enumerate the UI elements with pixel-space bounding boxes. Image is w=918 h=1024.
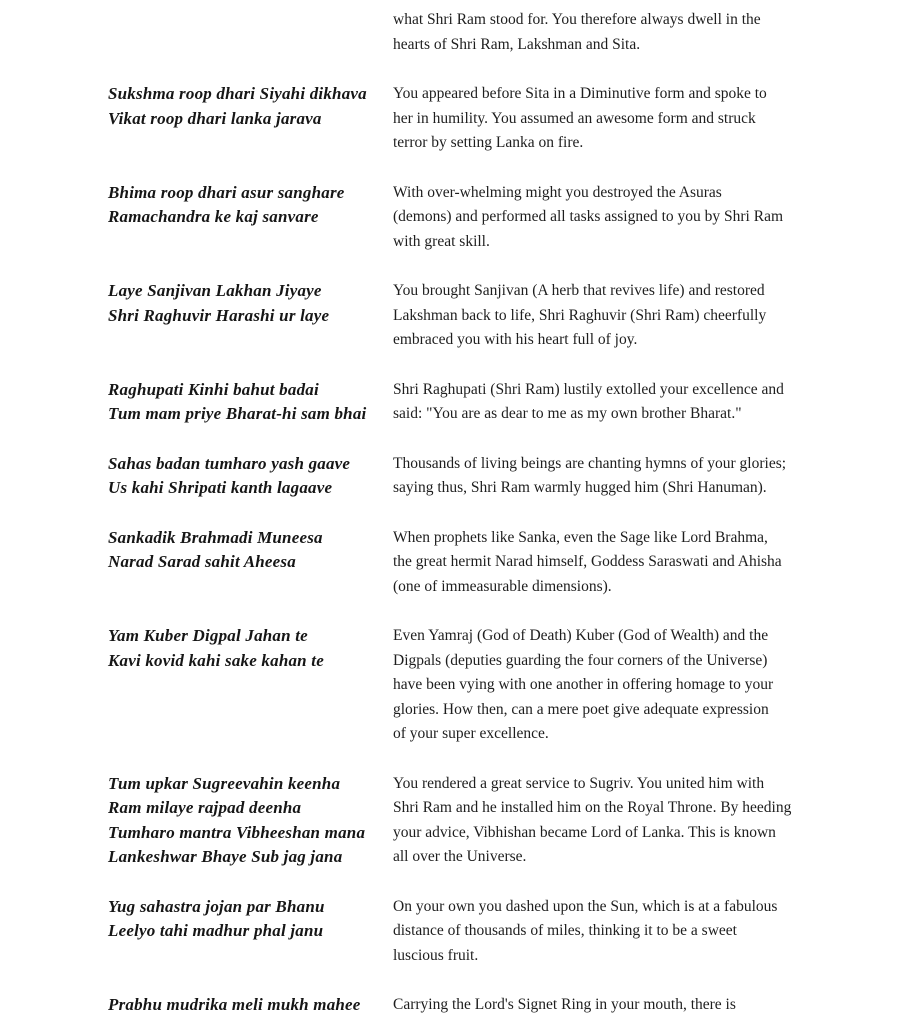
- verse-line: Kavi kovid kahi sake kahan te: [108, 650, 324, 670]
- verse-line: Yam Kuber Digpal Jahan te: [108, 626, 308, 645]
- translation-text: [393, 8, 888, 57]
- verse-text: [108, 526, 393, 575]
- verse-line: Tumharo mantra Vibheeshan mana: [108, 822, 366, 842]
- translation-line: have been vying with one another in offering homage to your: [393, 676, 774, 693]
- verse-line: Prabhu mudrika meli mukh mahee: [108, 995, 361, 1014]
- translation-line: Carrying the Lord's Signet Ring in your mouth, there is: [393, 996, 736, 1013]
- translation-line: the great hermit Narad himself, Goddess Saraswati and Ahisha: [393, 553, 782, 570]
- verse-line: Laye Sanjivan Lakhan Jiyaye: [108, 281, 322, 300]
- verse-text: [108, 279, 393, 328]
- verse-line: Tum upkar Sugreevahin keenha: [108, 773, 341, 793]
- translation-text: [393, 378, 888, 427]
- verse-translation-list: [108, 8, 888, 1018]
- verse-block: [108, 8, 888, 57]
- translation-line: Lakshman back to life, Shri Raghuvir (Shri Ram) cheerfully: [393, 306, 767, 324]
- verse-block: [108, 181, 888, 255]
- translation-text: [393, 526, 888, 600]
- translation-line: Shri Raghupati (Shri Ram) lustily extolled your excellence and: [393, 380, 784, 398]
- verse-text: [108, 378, 393, 427]
- verse-block: [108, 82, 888, 156]
- translation-line: said: "You are as dear to me as my own brother Bharat.": [393, 405, 742, 422]
- translation-text: [393, 82, 888, 156]
- translation-line: saying thus, Shri Ram warmly hugged him (Shri Hanuman).: [393, 479, 767, 496]
- verse-text: [108, 452, 393, 501]
- verse-block: [108, 279, 888, 353]
- translation-text: [393, 279, 888, 353]
- verse-line: Sahas badan tumharo yash gaave: [108, 453, 351, 473]
- translation-line: what Shri Ram stood for. You therefore always dwell in the: [393, 11, 761, 28]
- verse-text: [108, 772, 393, 870]
- translation-line: You appeared before Sita in a Diminutive form and spoke to: [393, 85, 767, 102]
- verse-line: Tum mam priye Bharat-hi sam bhai: [108, 404, 367, 423]
- translation-line: (demons) and performed all tasks assigned to you by Shri Ram: [393, 208, 784, 225]
- translation-line: distance of thousands of miles, thinking it to be a sweet: [393, 922, 737, 939]
- translation-line: Digpals (deputies guarding the four corners of the Universe): [393, 651, 768, 669]
- verse-line: Lankeshwar Bhaye Sub jag jana: [108, 847, 343, 866]
- translation-line: When prophets like Sanka, even the Sage like Lord Brahma,: [393, 528, 768, 546]
- verse-block: [108, 993, 888, 1018]
- translation-line: Thousands of living beings are chanting hymns of your glories;: [393, 454, 787, 472]
- translation-line: You brought Sanjivan (A herb that revives life) and restored: [393, 282, 765, 299]
- verse-block: [108, 772, 888, 870]
- verse-line: Narad Sarad sahit Aheesa: [108, 552, 296, 571]
- translation-line: your advice, Vibhishan became Lord of Lanka. This is known: [393, 823, 776, 841]
- verse-line: Bhima roop dhari asur sanghare: [108, 182, 345, 202]
- verse-text: [108, 895, 393, 944]
- verse-block: [108, 895, 888, 969]
- translation-text: [393, 772, 888, 870]
- verse-line: Yug sahastra jojan par Bhanu: [108, 896, 325, 916]
- translation-line: with great skill.: [393, 232, 490, 250]
- translation-line: With over-whelming might you destroyed the Asuras: [393, 183, 722, 201]
- verse-line: Sukshma roop dhari Siyahi dikhava: [108, 84, 367, 103]
- translation-line: On your own you dashed upon the Sun, which is at a fabulous: [393, 897, 778, 915]
- translation-line: glories. How then, can a mere poet give adequate expression: [393, 700, 769, 718]
- verse-block: [108, 452, 888, 501]
- verse-block: [108, 526, 888, 600]
- translation-line: hearts of Shri Ram, Lakshman and Sita.: [393, 35, 641, 53]
- verse-line: Ramachandra ke kaj sanvare: [108, 207, 319, 226]
- translation-text: [393, 624, 888, 747]
- translation-line: embraced you with his heart full of joy.: [393, 331, 638, 348]
- translation-line: luscious fruit.: [393, 946, 479, 964]
- translation-line: (one of immeasurable dimensions).: [393, 577, 612, 595]
- translation-text: [393, 452, 888, 501]
- verse-line: Vikat roop dhari lanka jarava: [108, 108, 322, 128]
- verse-text: [108, 82, 393, 131]
- verse-line: Sankadik Brahmadi Muneesa: [108, 527, 323, 547]
- verse-line: Leelyo tahi madhur phal janu: [108, 921, 324, 940]
- verse-line: Ram milaye rajpad deenha: [108, 798, 302, 817]
- translation-text: [393, 895, 888, 969]
- verse-text: [108, 993, 393, 1018]
- translation-text: [393, 181, 888, 255]
- translation-line: You rendered a great service to Sugriv. You united him with: [393, 774, 765, 792]
- translation-line: terror by setting Lanka on fire.: [393, 134, 584, 151]
- verse-text: [108, 181, 393, 230]
- translation-line: Shri Ram and he installed him on the Royal Throne. By heeding: [393, 799, 792, 816]
- translation-line: all over the Universe.: [393, 848, 527, 865]
- verse-line: Shri Raghuvir Harashi ur laye: [108, 305, 330, 325]
- translation-line: her in humility. You assumed an awesome form and struck: [393, 109, 756, 127]
- translation-line: Even Yamraj (God of Death) Kuber (God of Wealth) and the: [393, 627, 769, 644]
- verse-line: Us kahi Shripati kanth lagaave: [108, 478, 333, 497]
- verse-block: [108, 624, 888, 747]
- verse-line: Raghupati Kinhi bahut badai: [108, 379, 319, 399]
- translation-text: [393, 993, 888, 1018]
- verse-text: [108, 624, 393, 673]
- translation-line: of your super excellence.: [393, 725, 549, 742]
- verse-block: [108, 378, 888, 427]
